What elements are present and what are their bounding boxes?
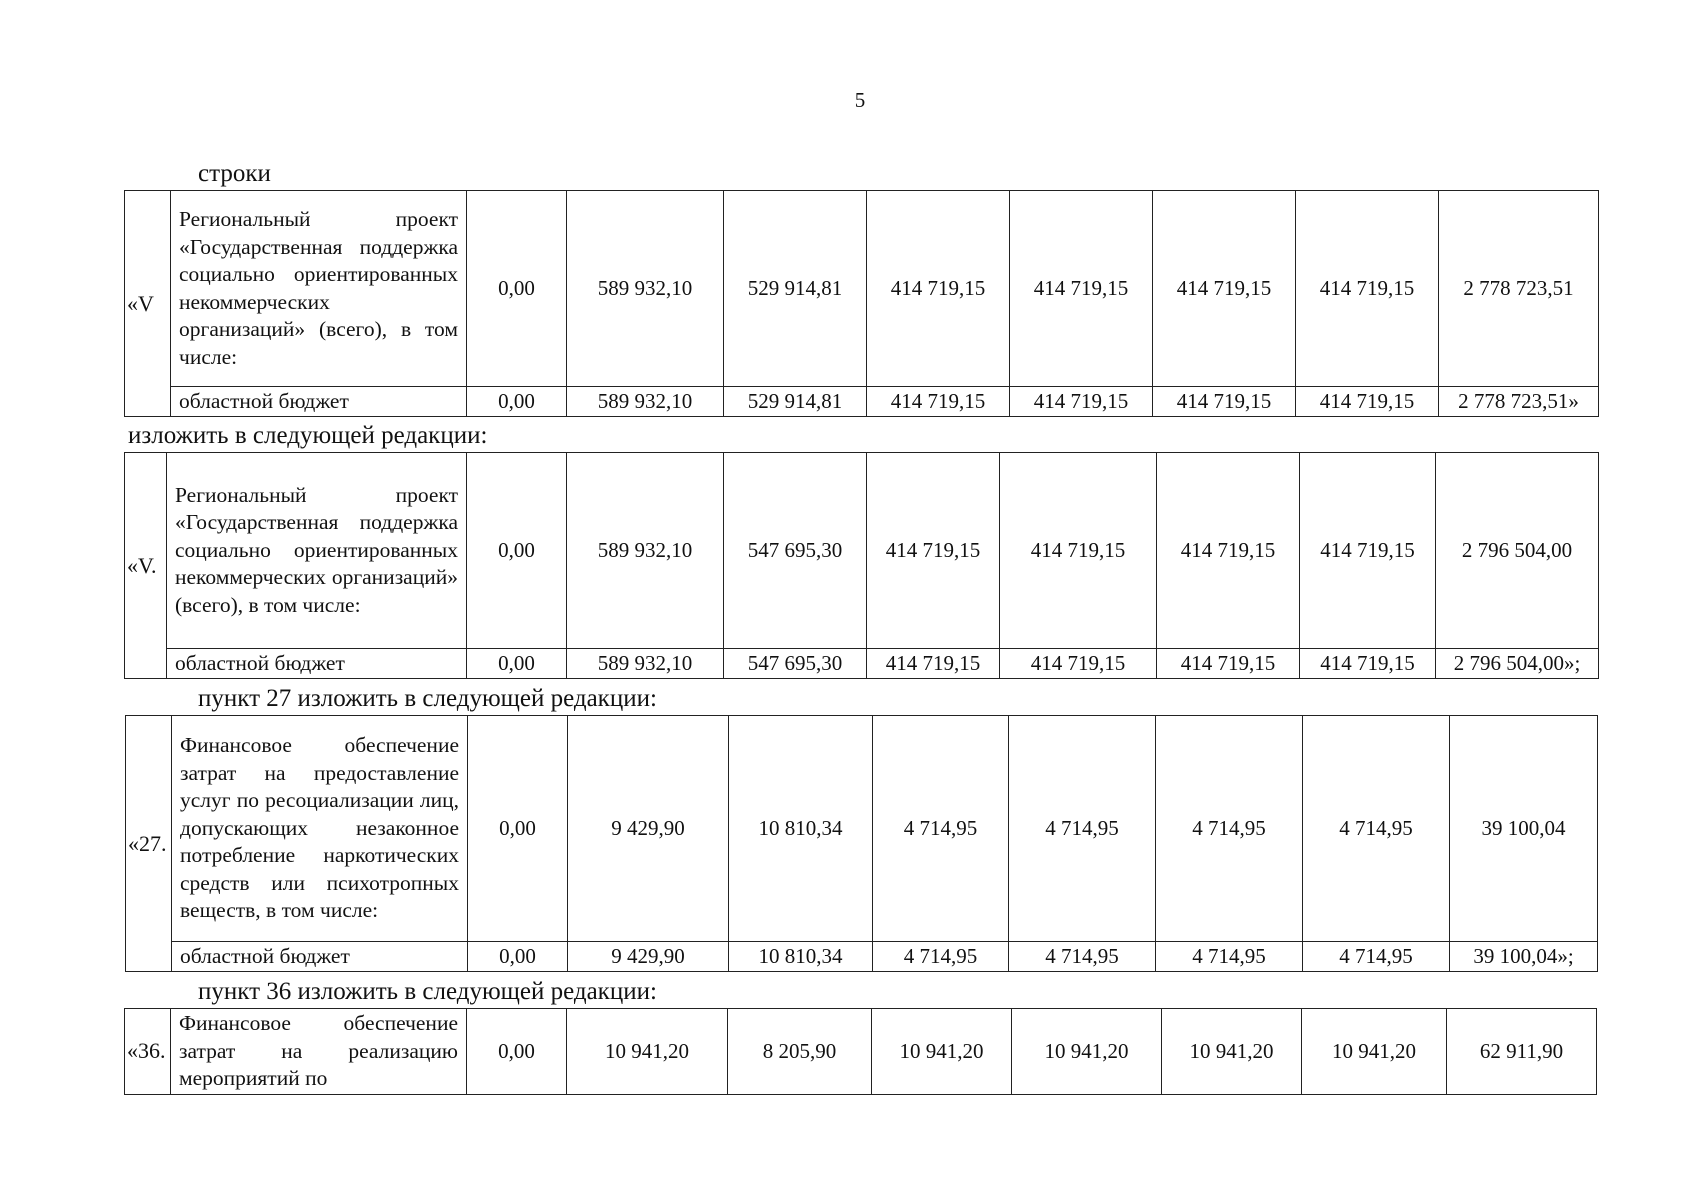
value-cell: 414 719,15 <box>1153 387 1296 417</box>
value-cell: 414 719,15 <box>1010 191 1153 387</box>
value-cell: 547 695,30 <box>724 453 867 649</box>
row-number: «36. <box>125 1009 171 1095</box>
value-cell: 10 941,20 <box>1162 1009 1302 1095</box>
value-cell: 414 719,15 <box>1000 649 1157 679</box>
value-cell: 2 796 504,00 <box>1436 453 1599 649</box>
value-cell: 4 714,95 <box>873 942 1009 972</box>
row-number: «V. <box>125 453 167 679</box>
value-cell: 414 719,15 <box>1153 191 1296 387</box>
table-row-36 <box>124 1008 1597 1095</box>
value-cell: 414 719,15 <box>867 649 1000 679</box>
table-row <box>125 191 1599 387</box>
value-cell: 10 941,20 <box>1302 1009 1447 1095</box>
value-cell: 529 914,81 <box>724 191 867 387</box>
value-cell: 10 941,20 <box>872 1009 1012 1095</box>
subrow-label: областной бюджет <box>172 942 468 972</box>
value-cell: 414 719,15 <box>1296 191 1439 387</box>
value-cell: 589 932,10 <box>567 649 724 679</box>
value-cell: 4 714,95 <box>1156 942 1303 972</box>
value-cell: 10 941,20 <box>567 1009 728 1095</box>
section-caption-item-27: пункт 27 изложить в следующей редакции: <box>198 685 657 712</box>
value-cell: 414 719,15 <box>1000 453 1157 649</box>
value-cell: 4 714,95 <box>1303 716 1450 942</box>
value-cell: 0,00 <box>467 1009 567 1095</box>
value-cell: 0,00 <box>467 191 567 387</box>
page-number: 5 <box>854 88 866 112</box>
section-caption-strings: строки <box>198 160 271 187</box>
value-cell: 0,00 <box>468 942 568 972</box>
value-cell: 589 932,10 <box>567 453 724 649</box>
row-number: «V <box>125 191 171 417</box>
value-cell: 4 714,95 <box>1156 716 1303 942</box>
value-cell: 62 911,90 <box>1447 1009 1597 1095</box>
section-caption-new-edition: изложить в следующей редакции: <box>128 422 488 449</box>
value-cell: 414 719,15 <box>1010 387 1153 417</box>
value-cell: 2 796 504,00»; <box>1436 649 1599 679</box>
table-row <box>126 716 1598 942</box>
subrow-label: областной бюджет <box>171 387 467 417</box>
value-cell: 589 932,10 <box>567 387 724 417</box>
table-subrow <box>126 942 1598 972</box>
value-cell: 414 719,15 <box>1157 453 1300 649</box>
value-cell: 589 932,10 <box>567 191 724 387</box>
table-old-row-v <box>124 190 1599 417</box>
table-row <box>125 453 1599 649</box>
row-description: Финансовое обеспечение затрат на реализацию мероприятий по <box>171 1009 467 1095</box>
value-cell: 4 714,95 <box>873 716 1009 942</box>
value-cell: 414 719,15 <box>1300 453 1436 649</box>
value-cell: 9 429,90 <box>568 942 729 972</box>
table-subrow <box>125 649 1599 679</box>
row-description: Региональный проект «Государственная поддержка социально ориентированных некоммерческих организаций» (всего), в том числе: <box>167 453 467 649</box>
value-cell: 10 810,34 <box>729 716 873 942</box>
subrow-label: областной бюджет <box>167 649 467 679</box>
value-cell: 414 719,15 <box>1300 649 1436 679</box>
row-description: Финансовое обеспечение затрат на предоставление услуг по ресоциализации лиц, допускающих незаконное потребление наркотических средств или психотропных веществ, в том числе: <box>172 716 468 942</box>
table-row <box>125 1009 1597 1095</box>
value-cell: 414 719,15 <box>1296 387 1439 417</box>
value-cell: 0,00 <box>467 453 567 649</box>
value-cell: 39 100,04»; <box>1450 942 1598 972</box>
value-cell: 9 429,90 <box>568 716 729 942</box>
row-number: «27. <box>126 716 172 972</box>
value-cell: 0,00 <box>467 649 567 679</box>
value-cell: 414 719,15 <box>867 191 1010 387</box>
value-cell: 414 719,15 <box>867 453 1000 649</box>
value-cell: 4 714,95 <box>1009 942 1156 972</box>
value-cell: 10 810,34 <box>729 942 873 972</box>
value-cell: 0,00 <box>467 387 567 417</box>
value-cell: 0,00 <box>468 716 568 942</box>
value-cell: 8 205,90 <box>728 1009 872 1095</box>
value-cell: 414 719,15 <box>867 387 1010 417</box>
table-subrow <box>125 387 1599 417</box>
value-cell: 10 941,20 <box>1012 1009 1162 1095</box>
section-caption-item-36: пункт 36 изложить в следующей редакции: <box>198 978 657 1005</box>
value-cell: 2 778 723,51» <box>1439 387 1599 417</box>
value-cell: 4 714,95 <box>1303 942 1450 972</box>
table-new-row-v <box>124 452 1599 679</box>
value-cell: 547 695,30 <box>724 649 867 679</box>
value-cell: 414 719,15 <box>1157 649 1300 679</box>
table-row-27 <box>125 715 1598 972</box>
row-description: Региональный проект «Государственная поддержка социально ориентированных некоммерческих организаций» (всего), в том числе: <box>171 191 467 387</box>
value-cell: 529 914,81 <box>724 387 867 417</box>
value-cell: 39 100,04 <box>1450 716 1598 942</box>
value-cell: 2 778 723,51 <box>1439 191 1599 387</box>
value-cell: 4 714,95 <box>1009 716 1156 942</box>
